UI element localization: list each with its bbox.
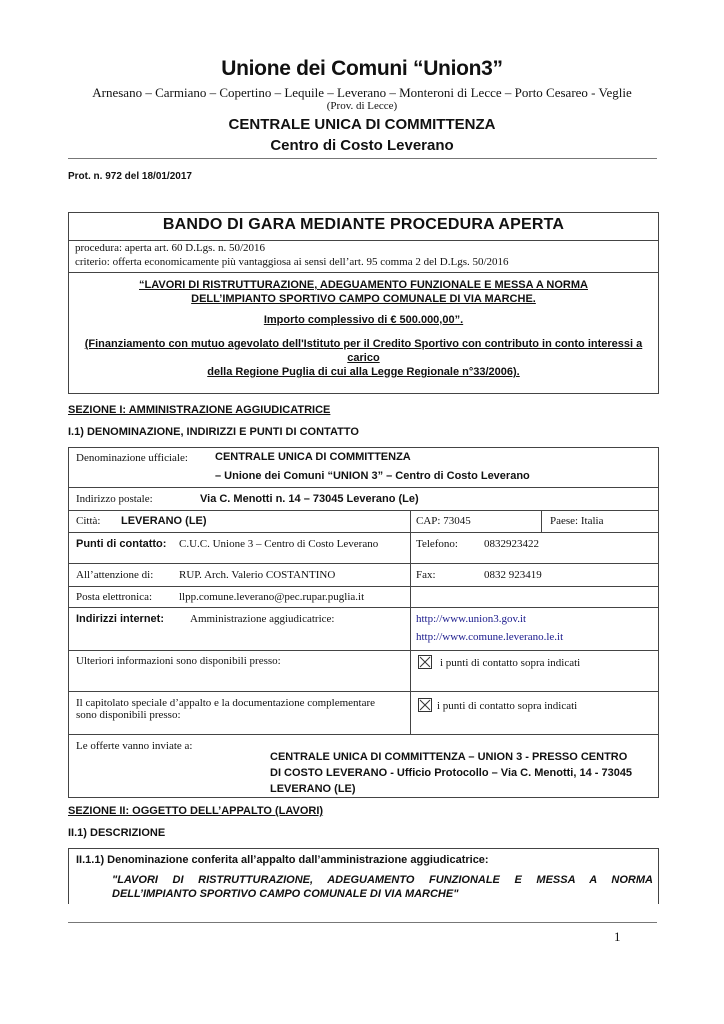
offerte-value — [270, 749, 632, 797]
offerte-label: Le offerte vanno inviate a: — [76, 740, 193, 752]
offerte-value-line: DI COSTO LEVERANO - Ufficio Protocollo – Via C. Menotti, 14 - 73045 — [270, 767, 633, 779]
indirizzo-label: Indirizzo postale: — [76, 493, 153, 505]
footer-divider — [68, 922, 657, 923]
posta-value: llpp.comune.leverano@pec.rupar.puglia.it — [179, 591, 365, 603]
indirizzo-value: Via C. Menotti n. 14 – 73045 Leverano (Le) — [200, 493, 419, 505]
document-title: Unione dei Comuni “Union3” — [221, 57, 503, 80]
finanziamento-line: (Finanziamento con mutuo agevolato dell'Istituto per il Credito Sportivo con contributo in conto interessi a carico — [84, 338, 643, 364]
protocol-number: Prot. n. 972 del 18/01/2017 — [68, 171, 192, 182]
denominazione-appalto-text: DELL’IMPIANTO SPORTIVO CAMPO COMUNALE DI VIA MARCHE" — [112, 888, 459, 900]
header-divider — [68, 158, 657, 159]
attenzione-label: All’attenzione di: — [76, 569, 154, 581]
procedura-line: procedura: aperta art. 60 D.Lgs. n. 50/2016 — [75, 242, 265, 254]
bando-divider — [69, 240, 658, 241]
row-divider — [69, 734, 658, 735]
attenzione-value: RUP. Arch. Valerio COSTANTINO — [179, 569, 336, 581]
offerte-value-line: CENTRALE UNICA DI COMMITTENZA – UNION 3 - PRESSO CENTRO — [270, 751, 628, 763]
ulteriori-label: Ulteriori informazioni sono disponibili presso: — [76, 655, 281, 667]
section2-subheading: II.1) DESCRIZIONE — [68, 827, 166, 839]
denominazione-value: – Unione dei Comuni “UNION 3” – Centro di Costo Leverano — [215, 470, 530, 482]
row-divider — [69, 510, 658, 511]
row-divider — [69, 691, 658, 692]
row-divider — [69, 650, 658, 651]
denominazione-label: Denominazione ufficiale: — [76, 452, 188, 464]
capitolato-label — [76, 697, 375, 721]
province: (Prov. di Lecce) — [326, 100, 398, 112]
url-leverano-link[interactable]: http://www.comune.leverano.le.it — [416, 631, 564, 643]
paese-value: Paese: Italia — [550, 515, 604, 527]
capitolato-label-line: Il capitolato speciale d’appalto e la documentazione complementare — [76, 697, 376, 709]
bando-title: BANDO DI GARA MEDIANTE PROCEDURA APERTA — [162, 216, 565, 233]
row-divider — [69, 607, 658, 608]
capitolato-label-line: sono disponibili presso: — [76, 709, 181, 721]
citta-label: Città: — [76, 515, 101, 527]
denominazione-value: CENTRALE UNICA DI COMMITTENZA — [215, 451, 411, 463]
telefono-label: Telefono: — [416, 538, 458, 550]
fax-value: 0832 923419 — [484, 569, 542, 581]
section2-heading: SEZIONE II: OGGETTO DELL’APPALTO (LAVORI) — [68, 805, 324, 817]
finanziamento-line: della Regione Puglia di cui alla Legge Regionale n°33/2006). — [207, 366, 520, 378]
bando-oggetto — [69, 278, 658, 306]
bando-finanziamento — [80, 337, 647, 379]
bando-oggetto-line: “LAVORI DI RISTRUTTURAZIONE, ADEGUAMENTO FUNZIONALE E MESSA A NORMA — [139, 279, 588, 291]
punti-contatto-value: C.U.C. Unione 3 – Centro di Costo Leverano — [179, 538, 379, 550]
centro-heading: Centro di Costo Leverano — [270, 137, 454, 154]
cuc-heading: CENTRALE UNICA DI COMMITTENZA — [228, 116, 496, 133]
row-divider — [69, 586, 658, 587]
bando-oggetto-line: DELL’IMPIANTO SPORTIVO CAMPO COMUNALE DI VIA MARCHE. — [191, 293, 536, 305]
row-divider — [69, 563, 658, 564]
page-number: 1 — [614, 929, 621, 944]
posta-label: Posta elettronica: — [76, 591, 153, 603]
checked-checkbox-icon[interactable] — [418, 698, 432, 712]
section1-heading: SEZIONE I: AMMINISTRAZIONE AGGIUDICATRICE — [68, 404, 331, 416]
ulteriori-value: i punti di contatto sopra indicati — [440, 657, 581, 669]
criterio-line: criterio: offerta economicamente più vantaggiosa ai sensi dell’art. 95 comma 2 del D.Lgs. 50/2016 — [75, 256, 509, 268]
offerte-value-line: LEVERANO (LE) — [270, 783, 356, 795]
row-divider — [69, 532, 658, 533]
cap-value: CAP: 73045 — [416, 515, 471, 527]
column-divider — [410, 607, 411, 734]
internet-label: Indirizzi internet: — [76, 613, 164, 625]
denominazione-appalto-text: "LAVORI DI RISTRUTTURAZIONE, ADEGUAMENTO FUNZIONALE E MESSA A NORMA — [112, 874, 653, 886]
fax-label: Fax: — [416, 569, 436, 581]
internet-sublabel: Amministrazione aggiudicatrice: — [190, 613, 335, 625]
column-divider — [410, 510, 411, 607]
checked-checkbox-icon[interactable] — [418, 655, 432, 669]
bando-importo: Importo complessivo di € 500.000,00”. — [263, 314, 464, 326]
telefono-value: 0832923422 — [484, 538, 539, 550]
section1-subheading: I.1) DENOMINAZIONE, INDIRIZZI E PUNTI DI CONTATTO — [68, 426, 359, 438]
bando-divider — [69, 272, 658, 273]
row-divider — [69, 487, 658, 488]
denominazione-appalto-label: II.1.1) Denominazione conferita all’appalto dall’amministrazione aggiudicatrice: — [76, 854, 489, 866]
url-union3-link[interactable]: http://www.union3.gov.it — [416, 613, 527, 625]
capitolato-value: i punti di contatto sopra indicati — [437, 700, 578, 712]
member-towns: Arnesano – Carmiano – Copertino – Lequile – Leverano – Monteroni di Lecce – Porto Cesareo - Veglie — [92, 85, 632, 100]
citta-value: LEVERANO (LE) — [121, 515, 207, 527]
column-divider — [541, 510, 542, 532]
punti-contatto-label: Punti di contatto: — [76, 538, 167, 550]
